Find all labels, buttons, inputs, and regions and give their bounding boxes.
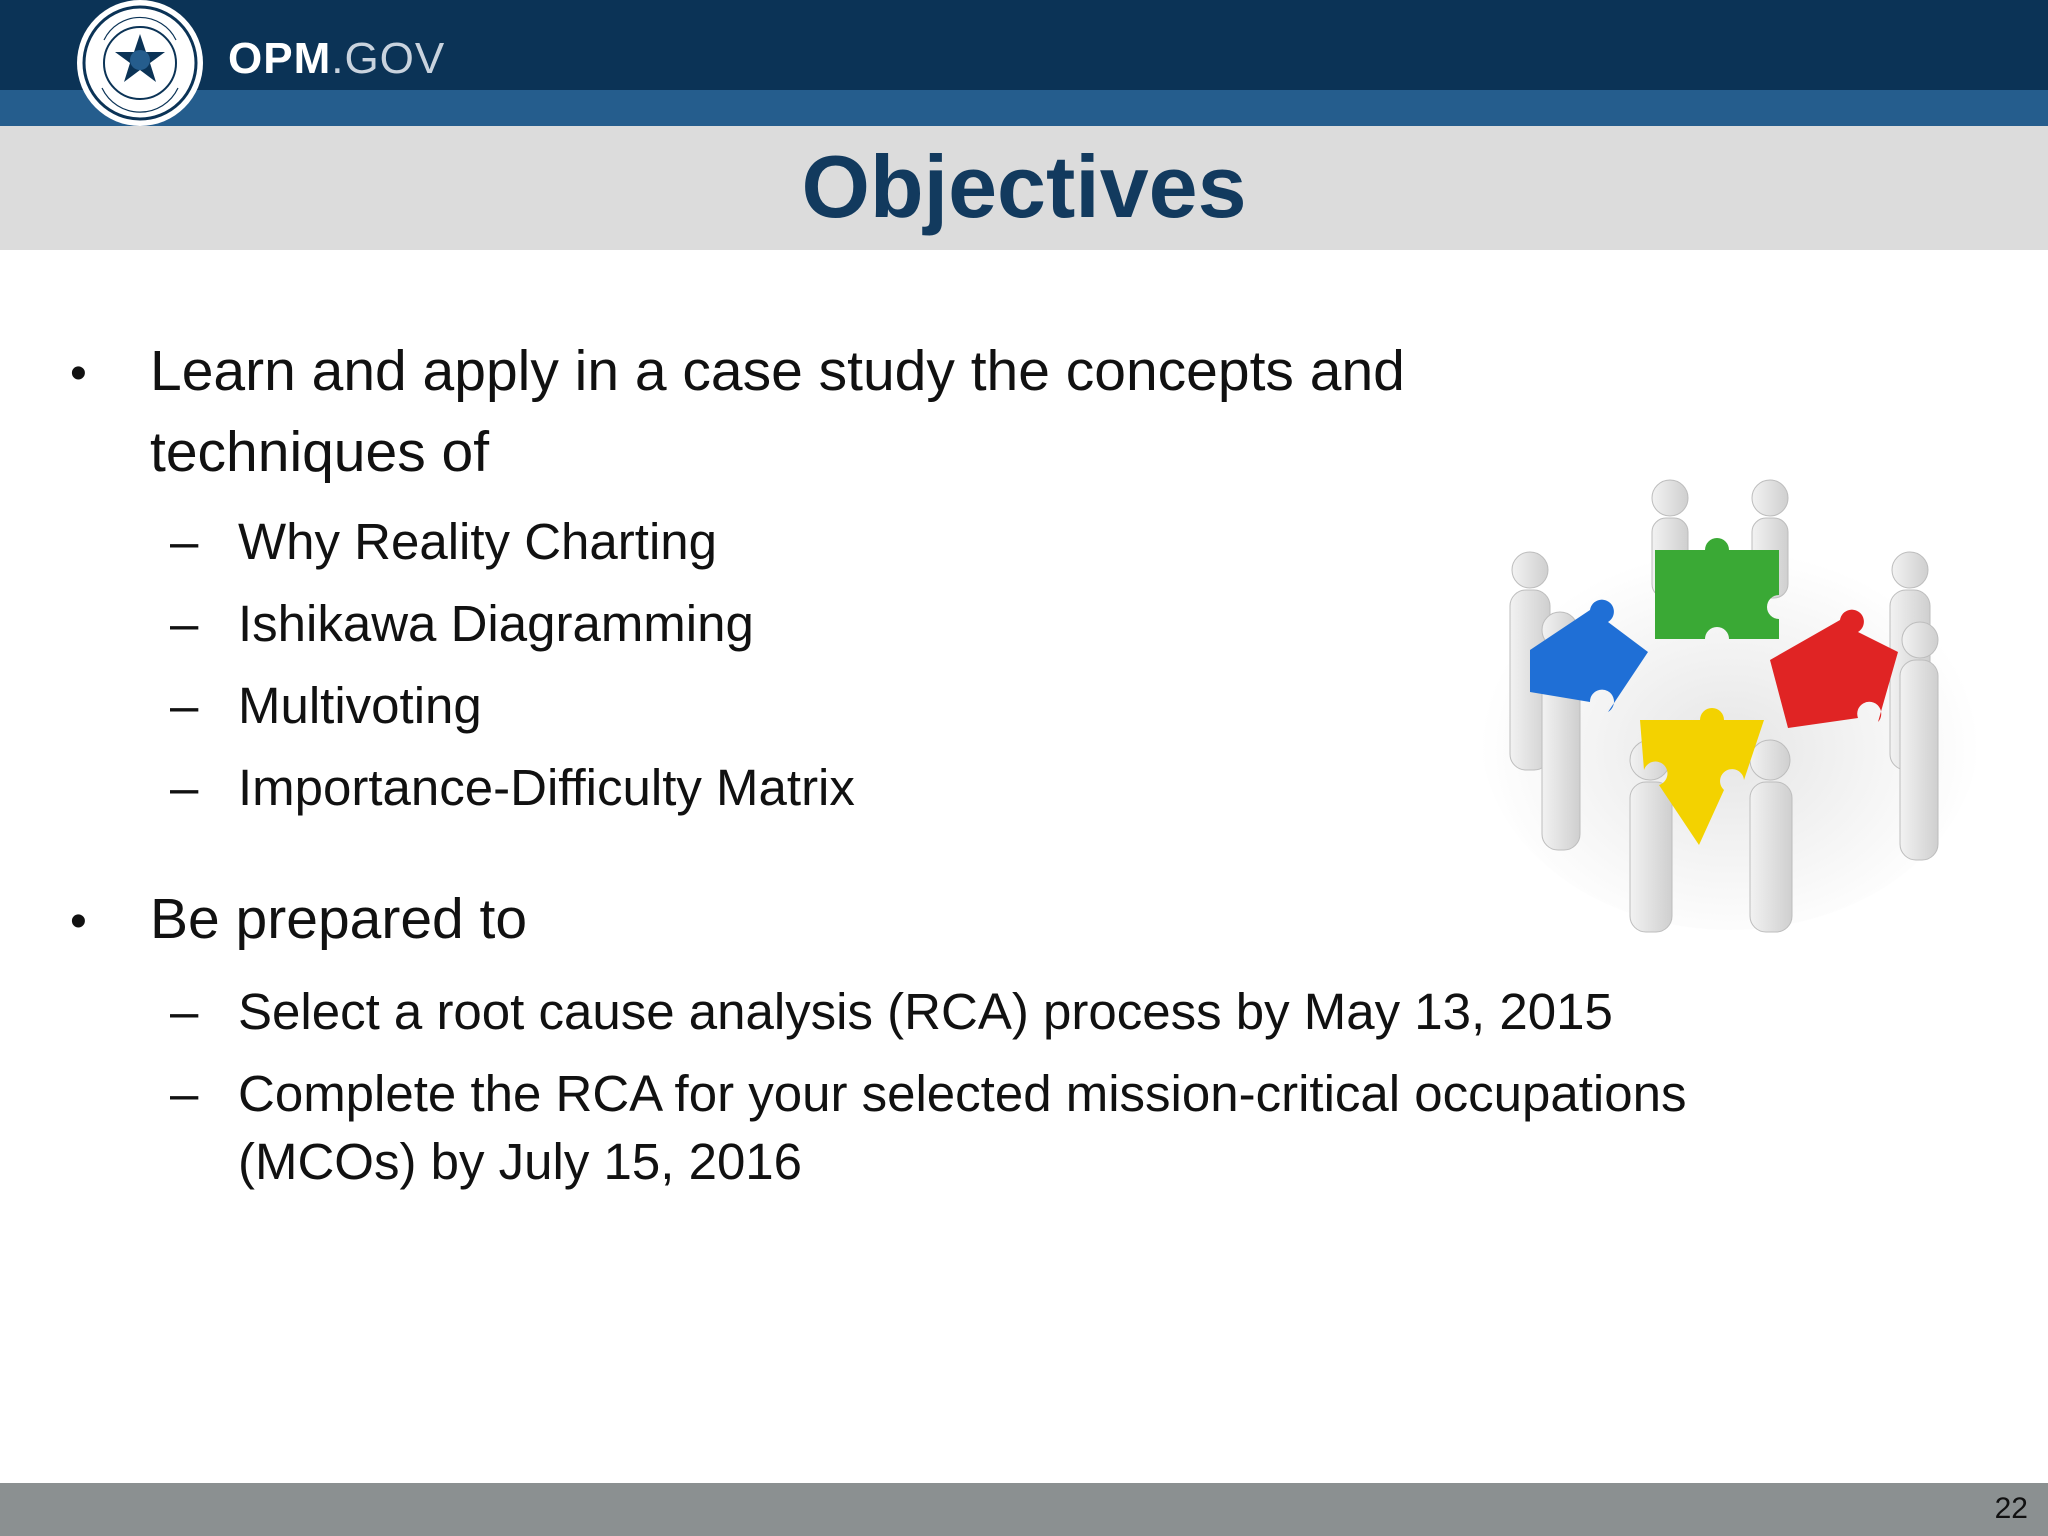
dash-marker: – (170, 595, 199, 652)
subitem-importance-difficulty: Importance-Difficulty Matrix (238, 759, 855, 816)
page-number: 22 (1994, 1492, 2028, 1525)
subitem-complete-rca-line-1: Complete the RCA for your selected mission-critical occupations (238, 1065, 1687, 1122)
subitem-why-reality-charting: Why Reality Charting (238, 513, 717, 570)
subitem-select-rca: Select a root cause analysis (RCA) process by May 13, 2015 (238, 983, 1613, 1040)
slide-title: Objectives (801, 137, 1247, 236)
site-brand[interactable] (228, 34, 445, 84)
dash-marker: – (170, 983, 199, 1040)
header-stripe (0, 90, 2048, 126)
subitem-multivoting: Multivoting (238, 677, 482, 734)
opm-seal-icon (74, 0, 206, 130)
subitem-ishikawa: Ishikawa Diagramming (238, 595, 754, 652)
dash-marker: – (170, 759, 199, 816)
dash-marker: – (170, 1065, 199, 1122)
dash-marker: – (170, 513, 199, 570)
bullet-1-line-2: techniques of (150, 420, 490, 484)
bullet-2-line-1: Be prepared to (150, 887, 528, 951)
footer-bar (0, 1483, 2048, 1536)
brand-opm: OPM (228, 34, 332, 83)
brand-gov: .GOV (331, 34, 446, 83)
bullet-1-line-1: Learn and apply in a case study the concepts and (150, 339, 1405, 403)
puzzle-team-illustration (1470, 470, 1990, 940)
subitem-complete-rca-line-2: (MCOs) by July 15, 2016 (238, 1133, 803, 1190)
bullet-dot: • (70, 347, 87, 400)
bullet-dot: • (70, 895, 87, 948)
dash-marker: – (170, 677, 199, 734)
